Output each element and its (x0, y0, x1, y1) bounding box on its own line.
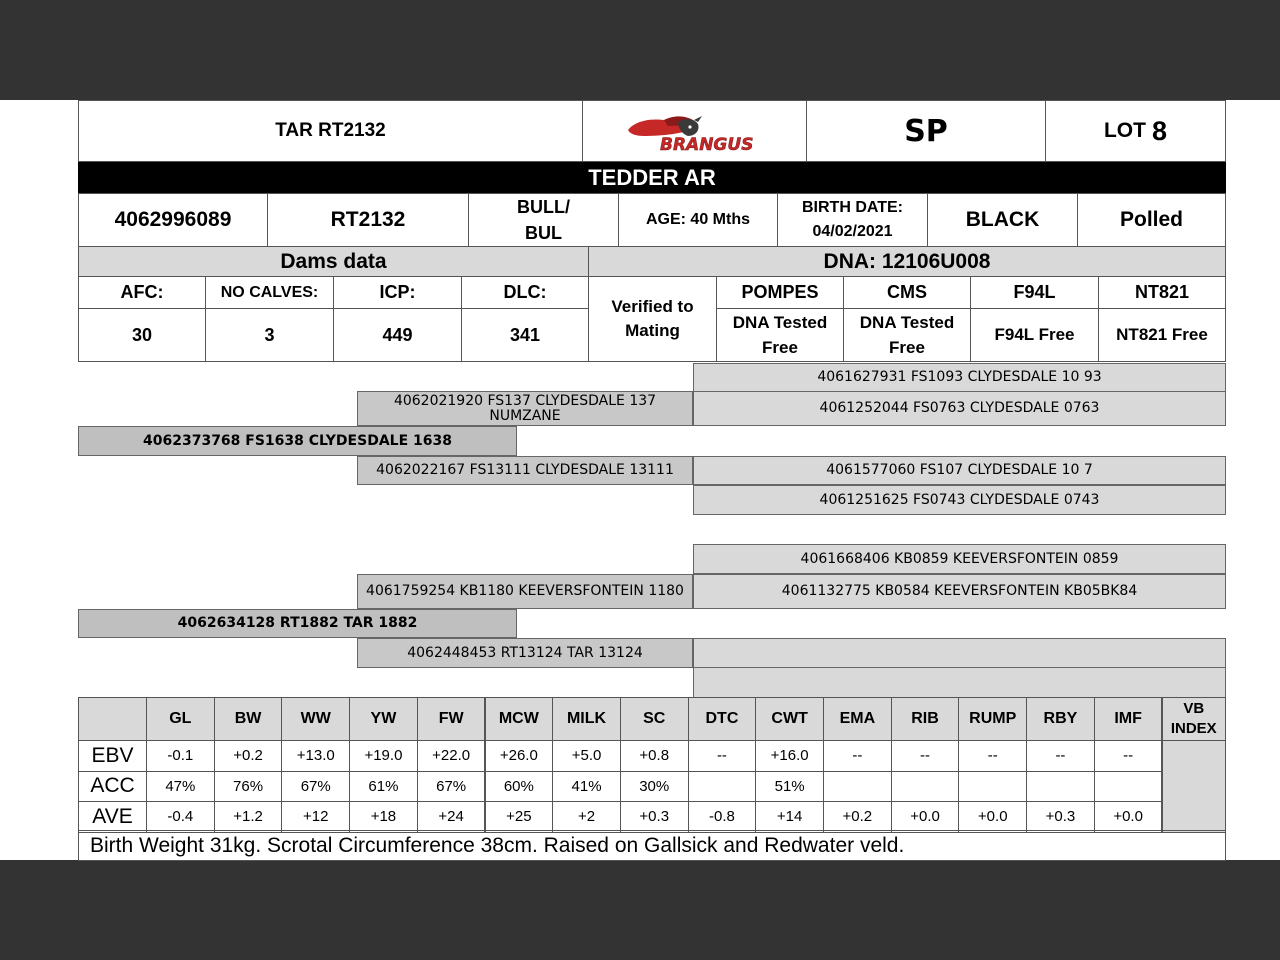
pedigree-dam-dam: 4062448453 RT13124 TAR 13124 (357, 638, 693, 668)
row-label-ebv: EBV (78, 740, 147, 772)
dams-header-calves: NO CALVES: (205, 276, 334, 309)
ebv-gl: -0.1 (146, 740, 215, 772)
dna-value-nt821: NT821 Free (1098, 308, 1226, 362)
ebv-header-rib: RIB (891, 697, 960, 741)
ebv-rby: -- (1026, 740, 1095, 772)
ebv-header-imf: IMF (1094, 697, 1163, 741)
pedigree-dam-sire-dam: 4061132775 KB0584 KEEVERSFONTEIN KB05BK84 (693, 574, 1226, 609)
colour: BLACK (927, 193, 1078, 247)
birth-date-cell (777, 193, 928, 247)
ebv-rib: -- (891, 740, 960, 772)
ebv-cwt: +16.0 (755, 740, 824, 772)
birth-date: 04/02/2021 (812, 223, 893, 240)
row-label-acc: ACC (78, 771, 147, 803)
ave-milk: +2 (552, 801, 621, 833)
ebv-yw: +19.0 (349, 740, 418, 772)
ebv-ww: +13.0 (281, 740, 350, 772)
dna-value-cms: DNA Tested Free (843, 308, 971, 362)
vb-index-value (1162, 740, 1227, 833)
pedigree-sire-sire: 4062021920 FS137 CLYDESDALE 137 NUMZANE (357, 391, 693, 426)
ave-rib: +0.0 (891, 801, 960, 833)
pedigree-sire-dam: 4062022167 FS13111 CLYDESDALE 13111 (357, 456, 693, 485)
pedigree-dam: 4062634128 RT1882 TAR 1882 (78, 609, 517, 638)
ave-gl: -0.4 (146, 801, 215, 833)
lot-cell (1045, 100, 1226, 162)
dna-value-pompes: DNA Tested Free (716, 308, 844, 362)
dams-header-icp: ICP: (333, 276, 462, 309)
ebv-header-cwt: CWT (755, 697, 824, 741)
pedigree-sire: 4062373768 FS1638 CLYDESDALE 1638 (78, 426, 517, 456)
ebv-imf: -- (1094, 740, 1163, 772)
ebv-corner (78, 697, 147, 741)
ave-ww: +12 (281, 801, 350, 833)
ave-rump: +0.0 (958, 801, 1027, 833)
ebv-sc: +0.8 (620, 740, 689, 772)
ave-mcw: +25 (485, 801, 554, 833)
ave-yw: +18 (349, 801, 418, 833)
ebv-fw: +22.0 (417, 740, 486, 772)
pedigree-dam-dam-dam (693, 667, 1226, 698)
dams-data-title: Dams data (78, 246, 589, 277)
acc-dtc (688, 771, 757, 803)
ave-cwt: +14 (755, 801, 824, 833)
pedigree-sire-dam-dam: 4061251625 FS0743 CLYDESDALE 0743 (693, 485, 1226, 515)
sex: BULL/ BUL (468, 193, 619, 247)
age: AGE: 40 Mths (618, 193, 778, 247)
bull-logo-icon (620, 108, 770, 154)
dna-header-nt821: NT821 (1098, 276, 1226, 309)
acc-cwt: 51% (755, 771, 824, 803)
ave-fw: +24 (417, 801, 486, 833)
ebv-header-ema: EMA (823, 697, 892, 741)
acc-mcw: 60% (485, 771, 554, 803)
remarks: Birth Weight 31kg. Scrotal Circumference 38cm. Raised on Gallsick and Redwater veld. (78, 830, 1226, 861)
ebv-header-yw: YW (349, 697, 418, 741)
svg-text:BRANGUS: BRANGUS (659, 135, 753, 154)
verified-to-mating: Verified to Mating (588, 276, 717, 362)
dams-value-icp: 449 (333, 308, 462, 362)
acc-ww: 67% (281, 771, 350, 803)
dna-title: DNA: 12106U008 (588, 246, 1226, 277)
acc-rby (1026, 771, 1095, 803)
brangus-logo (582, 100, 807, 162)
ebv-mcw: +26.0 (485, 740, 554, 772)
ebv-bw: +0.2 (214, 740, 283, 772)
acc-milk: 41% (552, 771, 621, 803)
dna-header-f94l: F94L (970, 276, 1099, 309)
animal-name: TAR RT2132 (78, 100, 583, 162)
ave-ema: +0.2 (823, 801, 892, 833)
lot-number: 8 (1151, 115, 1168, 146)
row-label-ave: AVE (78, 801, 147, 833)
ebv-header-milk: MILK (552, 697, 621, 741)
dams-value-dlc: 341 (461, 308, 589, 362)
ave-sc: +0.3 (620, 801, 689, 833)
acc-fw: 67% (417, 771, 486, 803)
dams-header-dlc: DLC: (461, 276, 589, 309)
dams-header-afc: AFC: (78, 276, 206, 309)
ebv-milk: +5.0 (552, 740, 621, 772)
pedigree-sire-dam-sire: 4061577060 FS107 CLYDESDALE 10 7 (693, 456, 1226, 485)
acc-yw: 61% (349, 771, 418, 803)
ebv-header-gl: GL (146, 697, 215, 741)
ebv-header-mcw: MCW (485, 697, 554, 741)
dna-header-pompes: POMPES (716, 276, 844, 309)
pedigree-dam-sire: 4061759254 KB1180 KEEVERSFONTEIN 1180 (357, 574, 693, 609)
dams-value-afc: 30 (78, 308, 206, 362)
ave-dtc: -0.8 (688, 801, 757, 833)
lot-label: LOT (1103, 119, 1146, 142)
ebv-dtc: -- (688, 740, 757, 772)
acc-ema (823, 771, 892, 803)
ebv-header-vb-index: VB INDEX (1162, 697, 1227, 741)
acc-gl: 47% (146, 771, 215, 803)
pedigree-sire-sire-sire: 4061627931 FS1093 CLYDESDALE 10 93 (693, 363, 1226, 392)
acc-bw: 76% (214, 771, 283, 803)
acc-sc: 30% (620, 771, 689, 803)
dna-header-cms: CMS (843, 276, 971, 309)
animal-id: RT2132 (267, 193, 469, 247)
pedigree-dam-sire-sire: 4061668406 KB0859 KEEVERSFONTEIN 0859 (693, 544, 1226, 574)
horn-status: Polled (1077, 193, 1226, 247)
ebv-header-rby: RBY (1026, 697, 1095, 741)
ebv-rump: -- (958, 740, 1027, 772)
ebv-header-rump: RUMP (958, 697, 1027, 741)
acc-rib (891, 771, 960, 803)
type-code: SP (806, 100, 1046, 162)
acc-rump (958, 771, 1027, 803)
dna-value-f94l: F94L Free (970, 308, 1099, 362)
ave-imf: +0.0 (1094, 801, 1163, 833)
ebv-header-ww: WW (281, 697, 350, 741)
ebv-header-dtc: DTC (688, 697, 757, 741)
dams-value-calves: 3 (205, 308, 334, 362)
birth-date-label: BIRTH DATE: (801, 199, 904, 216)
ebv-header-sc: SC (620, 697, 689, 741)
ave-rby: +0.3 (1026, 801, 1095, 833)
herd-banner: TEDDER AR (78, 162, 1226, 193)
pedigree-sire-sire-dam: 4061252044 FS0763 CLYDESDALE 0763 (693, 391, 1226, 426)
ebv-header-bw: BW (214, 697, 283, 741)
ebv-ema: -- (823, 740, 892, 772)
ebv-header-fw: FW (417, 697, 486, 741)
pedigree-dam-dam-sire (693, 638, 1226, 668)
registration-number: 4062996089 (78, 193, 268, 247)
acc-imf (1094, 771, 1163, 803)
ave-bw: +1.2 (214, 801, 283, 833)
